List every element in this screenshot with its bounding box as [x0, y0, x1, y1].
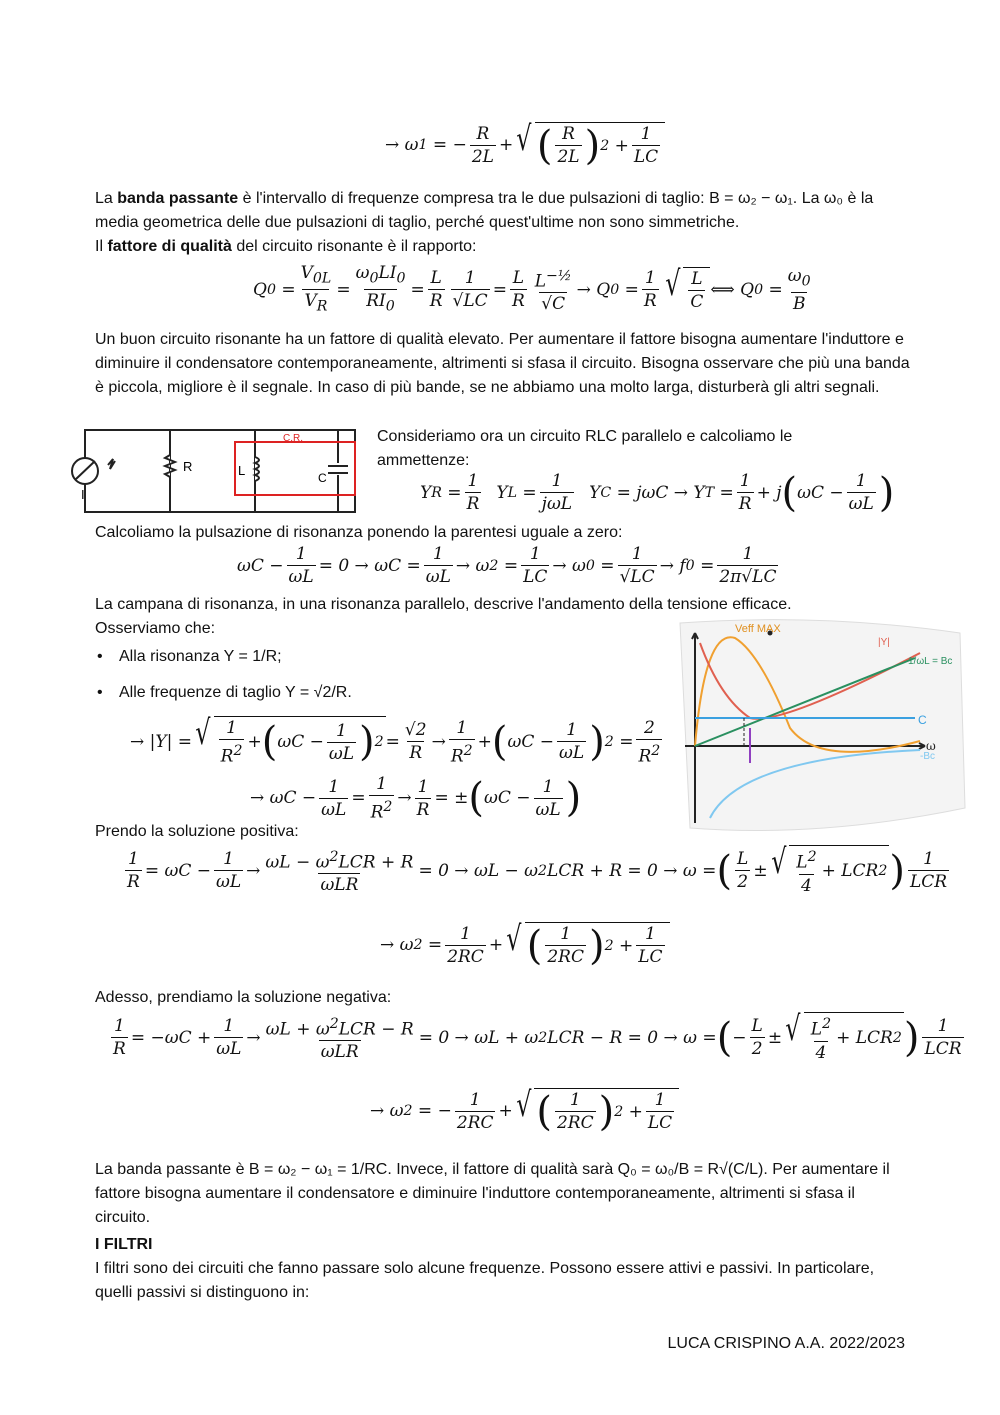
- svg-text:1/ωL = Bc: 1/ωL = Bc: [908, 656, 953, 667]
- circuit-diagram: [68, 425, 360, 520]
- paragraph-banda-passante: La banda passante è l'intervallo di frequenze compresa tra le due pulsazioni di taglio: B = ω₂ − ω₁. La ω₀ è la media geometrica delle due pulsazioni di taglio, perché quest'ultime non sono simmetriche.: [95, 190, 874, 231]
- equation-modulo-y: → |Y| = √ $\frac{1}{R^2}$ + ( ωC − $\frac{1}{\omega L}$ ) 2 = $\frac{√2}{R}$ → $\frac{1}{R^2}$ + ( ωC − $\frac{1}{\omega L}$ ) 2 = $\frac{2}{R^2}$: [130, 713, 661, 767]
- paragraph-negativa: Adesso, prendiamo la soluzione negativa:: [95, 989, 392, 1006]
- resonance-graph: [660, 618, 970, 833]
- equation-omega2-negativa: → ω 2 = − $\frac{1}{2RC}$ + √ ( $\frac{1}{2RC}$ ) 2 + $\frac{1}{LC}$: [370, 1088, 679, 1134]
- paragraph-osserviamo: Osserviamo che:: [95, 620, 216, 637]
- cr-label: C.R.: [283, 433, 303, 444]
- svg-text:-Bc: -Bc: [920, 751, 935, 762]
- equation-negativa: $\frac{1}{R}$ = −ωC + $\frac{1}{\omega L}$ → $\frac{\omega L + \omega^2LCR - R}{\text{ωLR}}$ = 0 → ωL + ω 2 LCR − R = 0 → ω = ( − $\frac{L}{2}$ ± √ $\frac{L^2}{4}$ + LCR 2 ) $\frac{1}{\text{LCR}}$: [113, 1009, 962, 1063]
- equation-modulo-y-2: → ωC − $\frac{1}{\omega L}$ = $\frac{1}{R^2}$ → $\frac{1}{R}$ = ± ( ωC − $\frac{1}{\omega L}$ ): [250, 774, 582, 823]
- paragraph-calcoliamo: Calcoliamo la pulsazione di risonanza ponendo la parentesi uguale a zero:: [95, 524, 623, 541]
- equation-omega0: ωC − $\frac{1}{\omega L}$ = 0 → ωC = $\frac{1}{\omega L}$ → ω 2 = $\frac{1}{LC}$ → ω 0 = $\frac{1}{√LC}$ → f 0 = $\frac{1}{2\pi√LC}$: [237, 544, 777, 587]
- list-item: • Alle frequenze di taglio Y = √2/R.: [95, 681, 352, 705]
- equation-omega1: → ω 1 = − $\frac{R}{2L}$ + √ ( $\frac{R}{2L}$ ) 2 + $\frac{1}{LC}$: [385, 122, 665, 168]
- heading-filtri: I FILTRI: [95, 1236, 153, 1253]
- svg-text:|Y|: |Y|: [878, 637, 890, 648]
- svg-text:C: C: [918, 713, 927, 727]
- svg-text:Veff MAX: Veff MAX: [735, 623, 781, 635]
- paragraph-rlc-parallelo: Consideriamo ora un circuito RLC parallelo e calcoliamo le ammettenze:: [377, 428, 793, 469]
- paragraph-filtri: I filtri sono dei circuiti che fanno passare solo alcune frequenze. Possono essere attivi e passivi. In particolare, quelli passivi si distinguono in:: [95, 1260, 875, 1301]
- resistor-icon: [165, 455, 175, 477]
- page-footer: LUCA CRISPINO A.A. 2022/2023: [667, 1335, 905, 1352]
- svg-text:L: L: [238, 463, 246, 478]
- paragraph-banda-passante-2: La banda passante è B = ω₂ − ω₁ = 1/RC. Invece, il fattore di qualità sarà Q₀ = ω₀/B = R√(C/L). Per aumentare il fattore bisogna aumentare il condensatore e diminuire l'induttore contemporaneamente, altrimenti si sfasa il circuito.: [95, 1161, 890, 1226]
- svg-text:ω: ω: [926, 739, 936, 753]
- equation-q0: Q 0 = $\frac{V_{0L}}{V_R}$ = $\frac{\omega_0LI_0}{RI_0}$ = $\frac{L}{R}$ $\frac{1}{√LC}$ = $\frac{L}{R}$ $\frac{L^{-\frac{1}{2}}}{√C}$ → Q 0 = $\frac{1}{R}$ √ $\frac{L}{C}$ ⟺ Q 0 = $\frac{\omega_0}{B}$: [253, 262, 816, 318]
- svg-text:I: I: [81, 487, 85, 502]
- paragraph-positiva: Prendo la soluzione positiva:: [95, 823, 299, 840]
- list-item: • Alla risonanza Y = 1/R;: [95, 645, 352, 669]
- svg-text:R: R: [183, 459, 193, 474]
- paragraph-buon-circuito: Un buon circuito risonante ha un fattore di qualità elevato. Per aumentare il fattore bisogna aumentare l'induttore e diminuire il condensatore contemporaneamente, altrimenti si sfasa il circuito. Bisogna osservare che più una banda è piccola, migliore è il segnale. In caso di più bande, se ne abbiamo una molto larga, disturberà gli altri segnali.: [95, 331, 910, 396]
- equation-ammettenze: Y R = $\frac{1}{R}$ Y L = $\frac{1}{\text{jωL}}$ Y C = jωC → Y T = $\frac{1}{R}$ + j ( ωC − $\frac{1}{\omega L}$ ): [420, 469, 895, 516]
- bullet-list: [95, 645, 352, 705]
- equation-omega2: → ω 2 = $\frac{1}{2RC}$ + √ ( $\frac{1}{2RC}$ ) 2 + $\frac{1}{LC}$: [380, 922, 670, 968]
- paragraph-fattore-qualita: Il fattore di qualità del circuito risonante è il rapporto:: [95, 238, 477, 255]
- equation-positiva: $\frac{1}{R}$ = ωC − $\frac{1}{\omega L}$ → $\frac{\omega L - \omega^2LCR + R}{\text{ωLR}}$ = 0 → ωL − ω 2 LCR + R = 0 → ω = ( $\frac{L}{2}$ ± √ $\frac{L^2}{4}$ + LCR 2 ) $\frac{1}{\text{LCR}}$: [127, 842, 948, 896]
- paragraph-campana: La campana di risonanza, in una risonanza parallelo, descrive l'andamento della tensione efficace.: [95, 596, 792, 613]
- inductor-icon: [255, 457, 259, 481]
- svg-text:C: C: [318, 471, 327, 485]
